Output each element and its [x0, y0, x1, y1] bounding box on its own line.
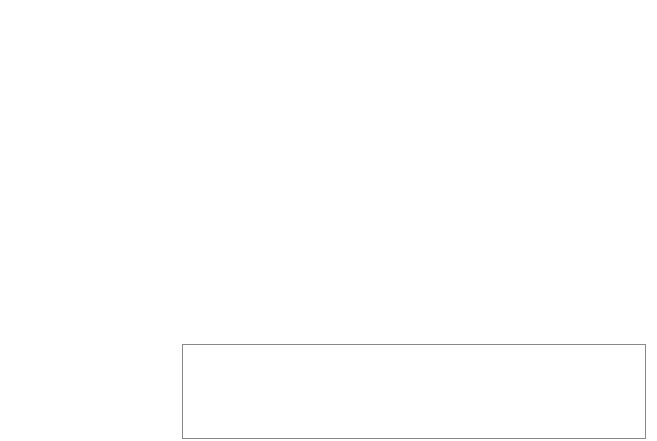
notes-box	[8, 342, 178, 436]
trend-chart-svg	[183, 345, 645, 438]
page-meta	[190, 6, 250, 13]
trend-chart	[182, 344, 646, 439]
